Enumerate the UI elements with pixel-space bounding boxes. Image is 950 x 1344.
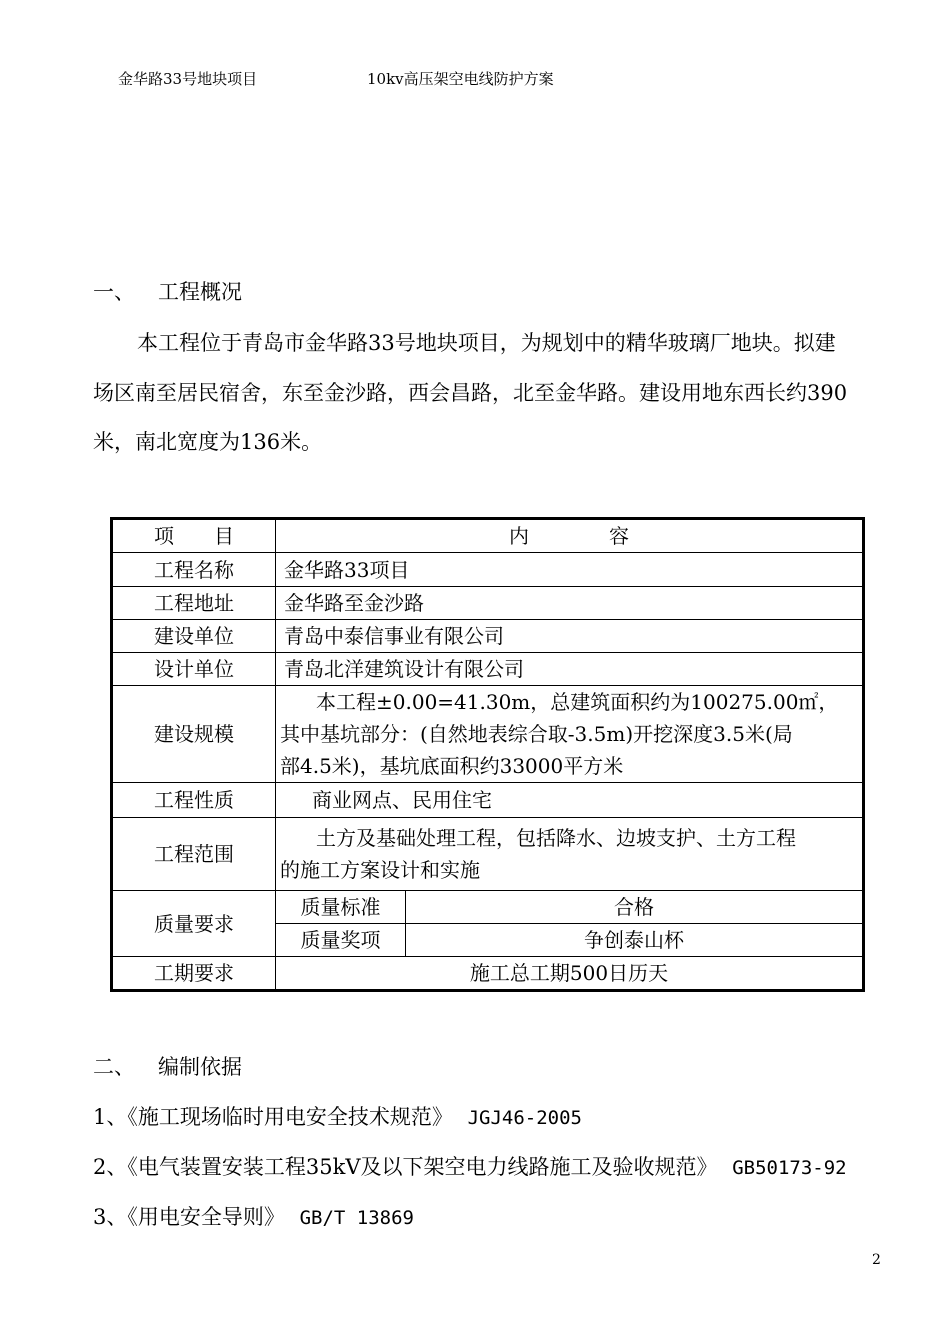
quality-award-value: 争创泰山杯 — [406, 924, 864, 957]
row-value-builder: 青岛中泰信事业有限公司 — [276, 620, 864, 653]
section1-paragraph-line-1: 本工程位于青岛市金华路33号地块项目，为规划中的精华玻璃厂地块。拟建 — [137, 331, 836, 355]
scale-line-1: 本工程±0.00=41.30m，总建筑面积约为100275.00㎡， — [316, 690, 839, 714]
row-value-designer: 青岛北洋建筑设计有限公司 — [276, 653, 864, 686]
table-row — [112, 818, 864, 891]
table-header-item: 项 目 — [112, 519, 276, 553]
reference-prefix: 3、 — [93, 1205, 128, 1229]
reference-title: 《电气装置安装工程35kV及以下架空电力线路施工及验收规范》 — [127, 1155, 718, 1179]
row-value-name: 金华路33项目 — [276, 553, 864, 587]
quality-standard-label: 质量标准 — [276, 891, 406, 924]
scale-line-3: 部4.5米)，基坑底面积约33000平方米 — [280, 754, 624, 778]
reference-item — [93, 1151, 847, 1181]
section1-title: 工程概况 — [158, 280, 242, 304]
reference-title: 《用电安全导则》 — [127, 1205, 285, 1229]
row-label-range: 工程范围 — [112, 818, 276, 891]
reference-code: JGJ46-2005 — [467, 1107, 582, 1129]
table-row — [112, 653, 864, 686]
section1-paragraph-line-3: 米，南北宽度为136米。 — [93, 430, 323, 454]
row-value-nature: 商业网点、民用住宅 — [276, 783, 864, 818]
reference-code: GB/T 13869 — [299, 1207, 414, 1229]
reference-prefix: 2、 — [93, 1155, 128, 1179]
section2-title: 编制依据 — [158, 1055, 242, 1079]
reference-prefix: 1、 — [93, 1105, 128, 1129]
header-project-name: 金华路33号地块项目 — [118, 70, 258, 88]
section2-number: 二、 — [93, 1055, 135, 1079]
reference-item — [93, 1201, 414, 1231]
table-row — [112, 620, 864, 653]
table-row — [112, 783, 864, 818]
row-value-scale — [276, 686, 864, 783]
row-label-designer: 设计单位 — [112, 653, 276, 686]
row-label-nature: 工程性质 — [112, 783, 276, 818]
range-line-1: 土方及基础处理工程，包括降水、边坡支护、土方工程 — [316, 826, 796, 850]
row-label-builder: 建设单位 — [112, 620, 276, 653]
range-line-2: 的施工方案设计和实施 — [280, 858, 480, 882]
reference-code: GB50173-92 — [732, 1157, 847, 1179]
quality-award-label: 质量奖项 — [276, 924, 406, 957]
row-label-scale: 建设规模 — [112, 686, 276, 783]
project-overview-table — [110, 517, 865, 992]
reference-item — [93, 1101, 582, 1131]
table-row — [112, 891, 864, 924]
page-number: 2 — [872, 1252, 881, 1268]
row-label-period: 工期要求 — [112, 957, 276, 991]
table-row — [112, 957, 864, 991]
section1-number: 一、 — [93, 280, 135, 304]
table-row — [112, 553, 864, 587]
row-value-range — [276, 818, 864, 891]
row-value-address: 金华路至金沙路 — [276, 587, 864, 620]
table-header-row — [112, 519, 864, 553]
reference-title: 《施工现场临时用电安全技术规范》 — [127, 1105, 453, 1129]
table-header-content: 内 容 — [276, 519, 864, 553]
row-label-address: 工程地址 — [112, 587, 276, 620]
row-label-quality: 质量要求 — [112, 891, 276, 957]
quality-standard-value: 合格 — [406, 891, 864, 924]
section1-paragraph-line-2: 场区南至居民宿舍，东至金沙路，西会昌路，北至金华路。建设用地东西长约390 — [93, 381, 848, 405]
scale-line-2: 其中基坑部分：(自然地表综合取-3.5m)开挖深度3.5米(局 — [280, 722, 793, 746]
row-value-period: 施工总工期500日历天 — [276, 957, 864, 991]
table-row — [112, 587, 864, 620]
header-document-title: 10kv高压架空电线防护方案 — [367, 70, 554, 88]
row-label-name: 工程名称 — [112, 553, 276, 587]
table-row — [112, 686, 864, 783]
